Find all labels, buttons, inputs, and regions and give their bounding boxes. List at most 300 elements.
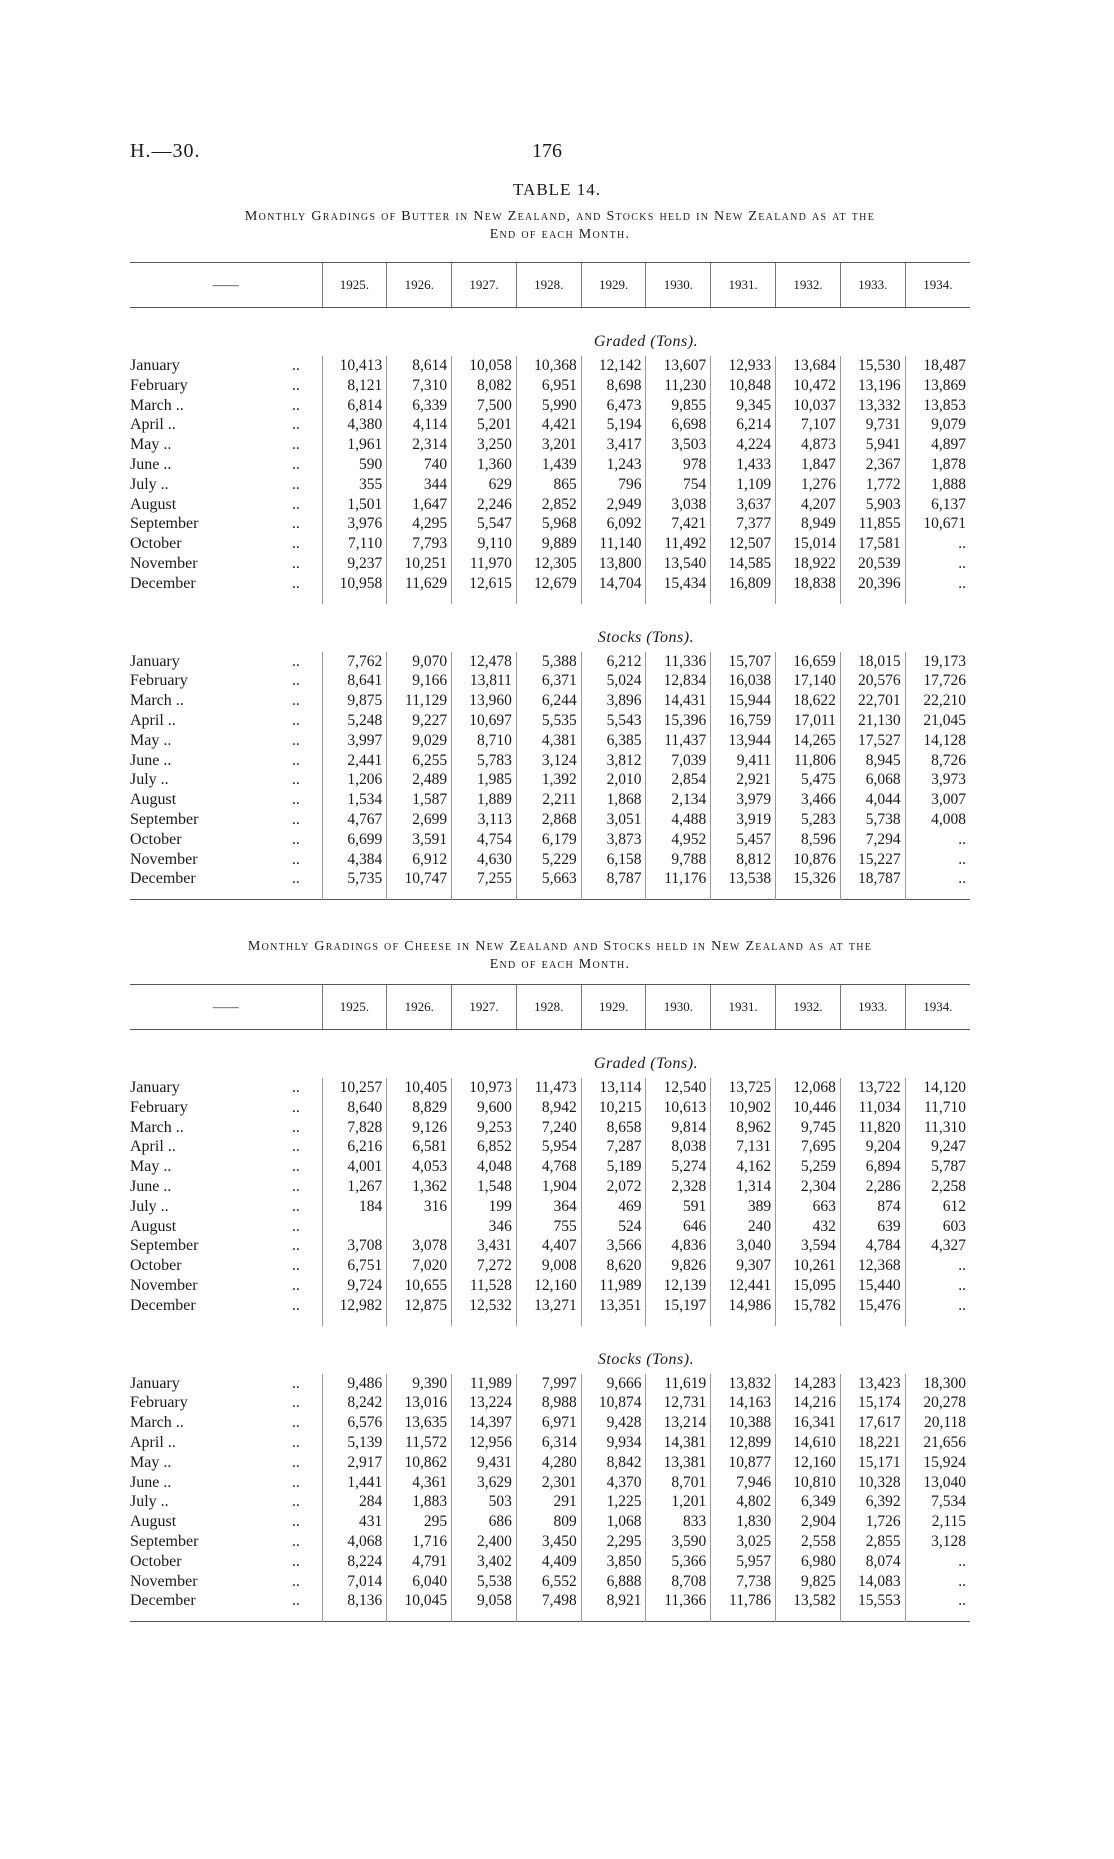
value-cell: 590 [322, 455, 387, 475]
value-cell: 13,800 [581, 554, 646, 574]
leader-dots: .. [292, 751, 300, 769]
value-cell: 8,842 [581, 1453, 646, 1473]
value-cell: 1,439 [516, 455, 581, 475]
value-cell: 15,174 [840, 1393, 905, 1413]
value-cell: 8,121 [322, 376, 387, 396]
value-cell: 9,745 [776, 1118, 841, 1138]
table-row [130, 534, 970, 554]
value-cell: 9,788 [646, 850, 711, 870]
value-cell: 7,997 [516, 1374, 581, 1394]
value-cell: 9,345 [711, 396, 776, 416]
value-cell: 4,421 [516, 415, 581, 435]
value-cell: 6,212 [581, 652, 646, 672]
value-cell: 5,139 [322, 1433, 387, 1453]
value-cell: 13,114 [581, 1078, 646, 1098]
value-cell: 4,754 [452, 830, 517, 850]
value-cell: 833 [646, 1512, 711, 1532]
value-cell: 3,629 [452, 1473, 517, 1493]
value-cell: 22,210 [905, 691, 970, 711]
value-cell: 5,366 [646, 1552, 711, 1572]
leader-dots: .. [292, 1118, 300, 1136]
value-cell: 10,810 [776, 1473, 841, 1493]
value-cell [387, 1217, 452, 1237]
value-cell: 12,532 [452, 1296, 517, 1316]
table-row [130, 830, 970, 850]
value-cell: 12,982 [322, 1296, 387, 1316]
value-cell: 9,204 [840, 1137, 905, 1157]
table-row [130, 415, 970, 435]
value-cell: 4,162 [711, 1157, 776, 1177]
value-cell: 14,585 [711, 554, 776, 574]
value-cell: 3,979 [711, 790, 776, 810]
value-cell: 5,274 [646, 1157, 711, 1177]
value-cell: 6,244 [516, 691, 581, 711]
value-cell: 20,396 [840, 574, 905, 594]
value-cell: 5,194 [581, 415, 646, 435]
value-cell: 16,759 [711, 711, 776, 731]
value-cell: 432 [776, 1217, 841, 1237]
leader-dots: .. [292, 1493, 300, 1511]
value-cell: 2,010 [581, 770, 646, 790]
value-cell: 4,361 [387, 1473, 452, 1493]
value-cell: 344 [387, 475, 452, 495]
value-cell: 11,310 [905, 1118, 970, 1138]
value-cell: 11,820 [840, 1118, 905, 1138]
value-cell: 7,014 [322, 1572, 387, 1592]
month-label: July .. [130, 771, 169, 789]
value-cell: 3,590 [646, 1532, 711, 1552]
value-cell: 11,230 [646, 376, 711, 396]
cheese-stocks-subheading-label: Stocks (Tons). [597, 1350, 695, 1368]
value-cell: 7,287 [581, 1137, 646, 1157]
value-cell: 978 [646, 455, 711, 475]
value-cell: 13,853 [905, 396, 970, 416]
value-cell: 9,889 [516, 534, 581, 554]
table-row [130, 1118, 970, 1138]
year-header: 1932. [776, 985, 841, 1030]
value-cell: 10,328 [840, 1473, 905, 1493]
value-cell: 8,726 [905, 751, 970, 771]
leader-dots: .. [292, 416, 300, 434]
value-cell: 6,339 [387, 396, 452, 416]
leader-dots: .. [292, 1592, 300, 1610]
value-cell: 11,710 [905, 1098, 970, 1118]
value-cell: 3,250 [452, 435, 517, 455]
value-cell: 524 [581, 1217, 646, 1237]
value-cell: 4,053 [387, 1157, 452, 1177]
month-label: March .. [130, 1118, 184, 1136]
value-cell: 8,620 [581, 1256, 646, 1276]
table-row [130, 790, 970, 810]
value-cell: 17,011 [776, 711, 841, 731]
table-row [130, 810, 970, 830]
value-cell: 10,405 [387, 1078, 452, 1098]
table-row [130, 574, 970, 594]
value-cell: 4,044 [840, 790, 905, 810]
month-label: December [130, 574, 196, 592]
value-cell: 1,267 [322, 1177, 387, 1197]
value-cell: 13,582 [776, 1591, 841, 1611]
value-cell: 3,417 [581, 435, 646, 455]
value-cell: 4,873 [776, 435, 841, 455]
month-label: June .. [130, 1177, 172, 1195]
table-row [130, 691, 970, 711]
value-cell: 5,535 [516, 711, 581, 731]
value-cell: 11,855 [840, 514, 905, 534]
value-cell: .. [905, 1591, 970, 1611]
value-cell: 1,068 [581, 1512, 646, 1532]
value-cell: 15,227 [840, 850, 905, 870]
value-cell: 5,248 [322, 711, 387, 731]
value-cell: 10,261 [776, 1256, 841, 1276]
value-cell: 1,206 [322, 770, 387, 790]
value-cell: 3,007 [905, 790, 970, 810]
value-cell: 1,985 [452, 770, 517, 790]
leader-dots: .. [292, 515, 300, 533]
year-header: 1933. [840, 985, 905, 1030]
leader-dots: .. [292, 1572, 300, 1590]
table-row [130, 1078, 970, 1098]
value-cell: 4,207 [776, 495, 841, 515]
value-cell: 20,576 [840, 671, 905, 691]
value-cell: 5,283 [776, 810, 841, 830]
value-cell: 2,917 [322, 1453, 387, 1473]
month-label: February [130, 672, 188, 690]
value-cell: 14,265 [776, 731, 841, 751]
value-cell: 2,211 [516, 790, 581, 810]
value-cell: 11,629 [387, 574, 452, 594]
value-cell: 9,486 [322, 1374, 387, 1394]
value-cell: 9,411 [711, 751, 776, 771]
value-cell: 9,431 [452, 1453, 517, 1473]
value-cell: .. [905, 1296, 970, 1316]
value-cell: 1,243 [581, 455, 646, 475]
cheese-section-title [120, 938, 1000, 974]
value-cell: 1,647 [387, 495, 452, 515]
value-cell: 5,787 [905, 1157, 970, 1177]
value-cell: 295 [387, 1512, 452, 1532]
value-cell: 1,726 [840, 1512, 905, 1532]
month-label: May .. [130, 1453, 172, 1471]
value-cell: 355 [322, 475, 387, 495]
value-cell: 3,973 [905, 770, 970, 790]
value-cell: 8,921 [581, 1591, 646, 1611]
value-cell: 2,367 [840, 455, 905, 475]
value-cell: 2,246 [452, 495, 517, 515]
leader-dots: .. [292, 1177, 300, 1195]
value-cell: 13,196 [840, 376, 905, 396]
value-cell: 1,830 [711, 1512, 776, 1532]
value-cell: 13,271 [516, 1296, 581, 1316]
value-cell: 13,016 [387, 1393, 452, 1413]
table-row [130, 1572, 970, 1592]
table-row [130, 514, 970, 534]
month-label: October [130, 830, 182, 848]
value-cell: 20,278 [905, 1393, 970, 1413]
value-cell: 10,876 [776, 850, 841, 870]
stub-header: —— [130, 263, 322, 308]
leader-dots: .. [292, 574, 300, 592]
value-cell: 6,912 [387, 850, 452, 870]
value-cell: 1,868 [581, 790, 646, 810]
page-number: 176 [532, 140, 562, 162]
value-cell: 10,902 [711, 1098, 776, 1118]
value-cell: 15,530 [840, 356, 905, 376]
value-cell: 10,388 [711, 1413, 776, 1433]
year-header: 1931. [711, 985, 776, 1030]
table-row [130, 1393, 970, 1413]
value-cell: 6,552 [516, 1572, 581, 1592]
table-row [130, 1492, 970, 1512]
leader-dots: .. [292, 1079, 300, 1096]
value-cell: 4,407 [516, 1236, 581, 1256]
value-cell: 4,768 [516, 1157, 581, 1177]
value-cell: 10,446 [776, 1098, 841, 1118]
value-cell: 503 [452, 1492, 517, 1512]
value-cell: 12,899 [711, 1433, 776, 1453]
table-row [130, 356, 970, 376]
value-cell: 9,724 [322, 1276, 387, 1296]
value-cell: 15,707 [711, 652, 776, 672]
butter-table [130, 262, 970, 901]
spacer-row [130, 889, 970, 900]
leader-dots: .. [292, 475, 300, 493]
value-cell: 10,368 [516, 356, 581, 376]
value-cell: 9,731 [840, 415, 905, 435]
value-cell: 4,488 [646, 810, 711, 830]
leader-dots: .. [292, 1257, 300, 1275]
value-cell: 10,671 [905, 514, 970, 534]
value-cell: .. [905, 574, 970, 594]
month-label: September [130, 1237, 199, 1255]
value-cell: 10,613 [646, 1098, 711, 1118]
value-cell: 6,473 [581, 396, 646, 416]
value-cell: 13,540 [646, 554, 711, 574]
table-row [130, 1256, 970, 1276]
value-cell: 14,128 [905, 731, 970, 751]
stub-header: —— [130, 985, 322, 1030]
value-cell: 3,051 [581, 810, 646, 830]
value-cell: 6,971 [516, 1413, 581, 1433]
table-row [130, 711, 970, 731]
value-cell: 14,163 [711, 1393, 776, 1413]
value-cell: 6,092 [581, 514, 646, 534]
year-header: 1932. [776, 263, 841, 308]
year-header: 1933. [840, 263, 905, 308]
value-cell: 11,129 [387, 691, 452, 711]
value-cell: 12,368 [840, 1256, 905, 1276]
value-cell: 1,501 [322, 495, 387, 515]
value-cell: 7,272 [452, 1256, 517, 1276]
month-label: September [130, 1532, 199, 1550]
value-cell: 4,295 [387, 514, 452, 534]
leader-dots: .. [292, 810, 300, 828]
month-label: April .. [130, 1138, 176, 1156]
value-cell: 17,581 [840, 534, 905, 554]
value-cell: 2,115 [905, 1512, 970, 1532]
value-cell: 1,109 [711, 475, 776, 495]
value-cell: 13,722 [840, 1078, 905, 1098]
value-cell: 3,402 [452, 1552, 517, 1572]
value-cell: .. [905, 534, 970, 554]
value-cell: 11,366 [646, 1591, 711, 1611]
value-cell: .. [905, 1552, 970, 1572]
value-cell: 12,478 [452, 652, 517, 672]
value-cell: 11,176 [646, 869, 711, 889]
value-cell: 3,812 [581, 751, 646, 771]
value-cell: 284 [322, 1492, 387, 1512]
value-cell: 15,197 [646, 1296, 711, 1316]
value-cell: .. [905, 1256, 970, 1276]
month-label: December [130, 1296, 196, 1314]
leader-dots: .. [292, 830, 300, 848]
year-header: 1934. [905, 263, 970, 308]
value-cell: 4,370 [581, 1473, 646, 1493]
table-bottom-rule [130, 900, 970, 902]
table-row [130, 1552, 970, 1572]
value-cell: 18,622 [776, 691, 841, 711]
value-cell: 8,224 [322, 1552, 387, 1572]
value-cell: 4,409 [516, 1552, 581, 1572]
value-cell: 14,083 [840, 1572, 905, 1592]
value-cell: 8,787 [581, 869, 646, 889]
value-cell: .. [905, 830, 970, 850]
butter-stocks-subheading [130, 604, 970, 652]
value-cell: 9,126 [387, 1118, 452, 1138]
month-label: January [130, 1374, 180, 1392]
value-cell: 18,838 [776, 574, 841, 594]
value-cell: 13,332 [840, 396, 905, 416]
month-label: December [130, 870, 196, 888]
leader-dots: .. [292, 455, 300, 473]
value-cell: 612 [905, 1197, 970, 1217]
value-cell: 646 [646, 1217, 711, 1237]
value-cell: 1,360 [452, 455, 517, 475]
value-cell: 13,538 [711, 869, 776, 889]
value-cell: 8,074 [840, 1552, 905, 1572]
value-cell: .. [905, 850, 970, 870]
value-cell: 10,257 [322, 1078, 387, 1098]
value-cell: 7,294 [840, 830, 905, 850]
value-cell: 12,956 [452, 1433, 517, 1453]
table-row [130, 850, 970, 870]
value-cell: 4,327 [905, 1236, 970, 1256]
leader-dots: .. [292, 1532, 300, 1550]
leader-dots: .. [292, 1394, 300, 1412]
value-cell: 9,070 [387, 652, 452, 672]
value-cell: 9,814 [646, 1118, 711, 1138]
value-cell: 5,475 [776, 770, 841, 790]
value-cell: 12,615 [452, 574, 517, 594]
value-cell: 5,735 [322, 869, 387, 889]
value-cell: 3,078 [387, 1236, 452, 1256]
value-cell: 6,814 [322, 396, 387, 416]
value-cell: 4,224 [711, 435, 776, 455]
value-cell: 9,875 [322, 691, 387, 711]
value-cell: 1,847 [776, 455, 841, 475]
year-header: 1929. [581, 985, 646, 1030]
value-cell: 5,543 [581, 711, 646, 731]
value-cell: 13,040 [905, 1473, 970, 1493]
value-cell: 663 [776, 1197, 841, 1217]
value-cell: 12,507 [711, 534, 776, 554]
leader-dots: .. [292, 870, 300, 888]
leader-dots: .. [292, 1453, 300, 1471]
value-cell: 3,113 [452, 810, 517, 830]
value-cell: 1,201 [646, 1492, 711, 1512]
table-title: TABLE 14. [513, 180, 601, 199]
cheese-stocks-subheading [130, 1326, 970, 1374]
value-cell: 1,961 [322, 435, 387, 455]
value-cell: 18,015 [840, 652, 905, 672]
value-cell: 17,726 [905, 671, 970, 691]
table-row [130, 1276, 970, 1296]
value-cell: 431 [322, 1512, 387, 1532]
value-cell: 5,941 [840, 435, 905, 455]
value-cell: 2,314 [387, 435, 452, 455]
value-cell: 3,128 [905, 1532, 970, 1552]
value-cell: 1,534 [322, 790, 387, 810]
value-cell: 6,371 [516, 671, 581, 691]
value-cell: 4,048 [452, 1157, 517, 1177]
month-label: January [130, 1079, 180, 1096]
value-cell: 6,751 [322, 1256, 387, 1276]
month-label: June .. [130, 455, 172, 473]
value-cell: 6,888 [581, 1572, 646, 1592]
value-cell: 7,793 [387, 534, 452, 554]
value-cell: 3,919 [711, 810, 776, 830]
table-row [130, 869, 970, 889]
value-cell: 11,572 [387, 1433, 452, 1453]
month-label: February [130, 376, 188, 394]
year-header: 1928. [516, 985, 581, 1030]
value-cell: 5,547 [452, 514, 517, 534]
value-cell: 10,655 [387, 1276, 452, 1296]
value-cell: 17,140 [776, 671, 841, 691]
value-cell: 8,949 [776, 514, 841, 534]
table-row [130, 1098, 970, 1118]
month-label: May .. [130, 731, 172, 749]
value-cell: 13,351 [581, 1296, 646, 1316]
value-cell: 21,130 [840, 711, 905, 731]
leader-dots: .. [292, 1433, 300, 1451]
value-cell: 14,381 [646, 1433, 711, 1453]
value-cell: 2,295 [581, 1532, 646, 1552]
value-cell: 3,025 [711, 1532, 776, 1552]
value-cell: 3,708 [322, 1236, 387, 1256]
value-cell: 3,466 [776, 790, 841, 810]
table-row [130, 1433, 970, 1453]
value-cell: 13,869 [905, 376, 970, 396]
value-cell: 14,283 [776, 1374, 841, 1394]
value-cell: 1,883 [387, 1492, 452, 1512]
value-cell: 8,829 [387, 1098, 452, 1118]
table-row [130, 751, 970, 771]
month-label: November [130, 1572, 198, 1590]
value-cell: 13,960 [452, 691, 517, 711]
month-label: February [130, 1394, 188, 1412]
value-cell: 8,641 [322, 671, 387, 691]
value-cell: 7,738 [711, 1572, 776, 1592]
month-label: May .. [130, 436, 172, 454]
value-cell: 3,637 [711, 495, 776, 515]
value-cell: 1,878 [905, 455, 970, 475]
value-cell: .. [905, 869, 970, 889]
value-cell: 14,120 [905, 1078, 970, 1098]
value-cell: 199 [452, 1197, 517, 1217]
value-cell: 4,380 [322, 415, 387, 435]
table-row [130, 495, 970, 515]
